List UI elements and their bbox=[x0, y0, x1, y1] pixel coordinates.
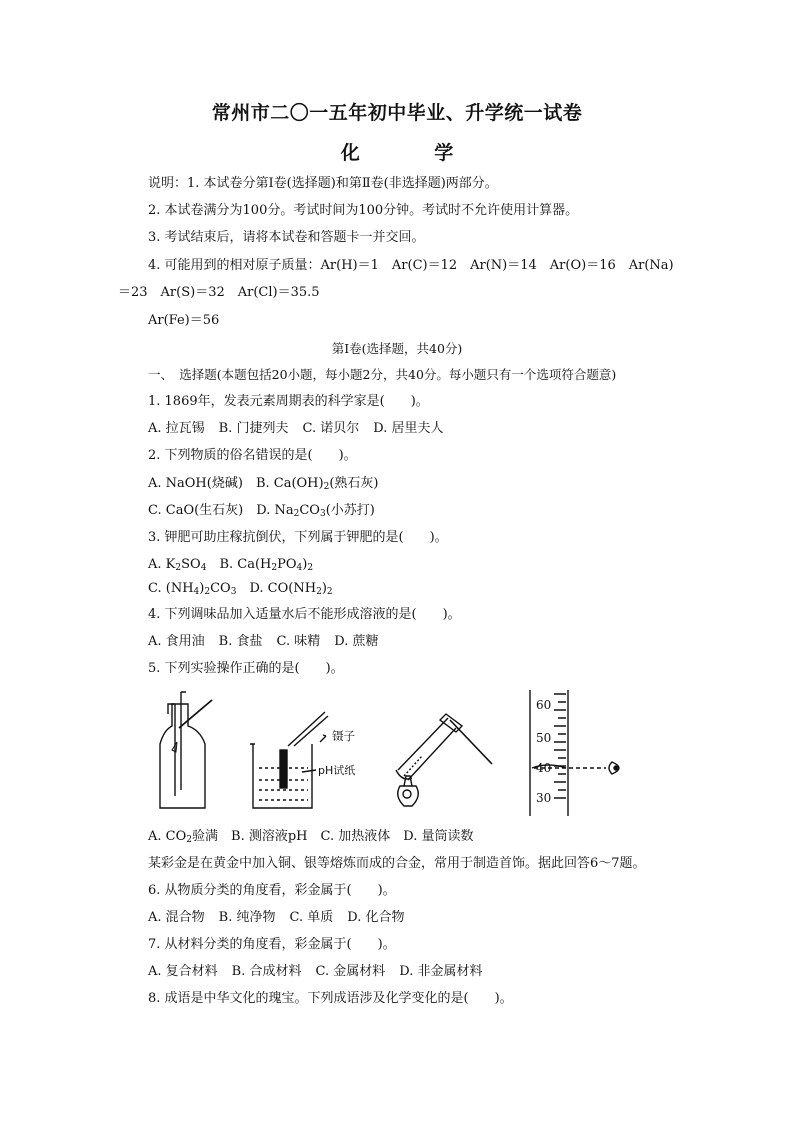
q1-option-b: B. 门捷列夫 bbox=[218, 421, 289, 436]
q3-option-c: C. $(NH_4)_2CO_3$ bbox=[148, 581, 237, 597]
note-2: 2. 本试卷满分为100分。考试时间为100分钟。考试时不允许使用计算器。 bbox=[148, 203, 579, 218]
heating-tube-figure bbox=[396, 714, 492, 806]
q1-option-d: D. 居里夫人 bbox=[373, 421, 444, 436]
cylinder-tick-50: 50 bbox=[536, 731, 552, 745]
q3-option-d: D. $CO(NH_2)_2$ bbox=[249, 581, 333, 597]
q7-options bbox=[148, 964, 496, 980]
note-4-line-3: Ar(Fe)＝56 bbox=[148, 313, 220, 328]
q1-option-c: C. 诺贝尔 bbox=[302, 421, 360, 436]
section-instruction: 一、 选择题(本题包括20小题，每小题2分，共40分。每小题只有一个选项符合题意) bbox=[148, 367, 617, 382]
note-4-line-1: 4. 可能用到的相对原子质量：Ar(H)＝1 Ar(C)＝12 Ar(N)＝14 Ar(O)＝16 Ar(Na) bbox=[148, 258, 674, 273]
ph-paper-label: pH试纸 bbox=[318, 764, 356, 777]
q5-option-d: D. 量筒读数 bbox=[403, 829, 474, 844]
q4-options bbox=[148, 634, 392, 650]
q6-option-d: D. 化合物 bbox=[347, 910, 405, 925]
cylinder-tick-40: 40 bbox=[536, 761, 552, 775]
q4-stem: 4. 下列调味品加入适量水后不能形成溶液的是( )。 bbox=[148, 607, 461, 622]
q5-figure bbox=[150, 690, 640, 820]
subject-title: 化 学 bbox=[340, 142, 488, 164]
q1-option-a: A. 拉瓦锡 bbox=[148, 421, 205, 436]
q7-option-b: B. 合成材料 bbox=[231, 964, 302, 979]
note-4-line-2: ＝23 Ar(S)＝32 Ar(Cl)＝35.5 bbox=[118, 285, 320, 300]
q3-stem: 3. 钾肥可助庄稼抗倒伏，下列属于钾肥的是( )。 bbox=[148, 530, 448, 545]
q5-option-c: C. 加热液体 bbox=[320, 829, 391, 844]
q5-option-b: B. 测溶液pH bbox=[231, 829, 308, 844]
gas-bottle-figure bbox=[160, 692, 212, 808]
q3-options-cd bbox=[148, 581, 333, 597]
q2-option-c: C. CaO(生石灰) bbox=[148, 503, 244, 518]
q2-stem: 2. 下列物质的俗名错误的是( )。 bbox=[148, 448, 357, 463]
q6-options bbox=[148, 910, 418, 926]
q7-stem: 7. 从材料分类的角度看，彩金属于( )。 bbox=[148, 937, 396, 952]
note-3: 3. 考试结束后，请将本试卷和答题卡一并交回。 bbox=[148, 230, 425, 245]
q1-options bbox=[148, 421, 457, 437]
tweezers-label: 镊子 bbox=[332, 729, 355, 743]
q1-stem: 1. 1869年，发表元素周期表的科学家是( )。 bbox=[148, 394, 429, 409]
note-1: 说明：1. 本试卷分第Ⅰ卷(选择题)和第Ⅱ卷(非选择题)两部分。 bbox=[148, 176, 498, 191]
q2-option-b: B. $Ca(OH)_2$(熟石灰) bbox=[255, 476, 379, 492]
q6-stem: 6. 从物质分类的角度看，彩金属于( )。 bbox=[148, 883, 396, 898]
beaker-ph-figure bbox=[250, 712, 328, 808]
q2-options-cd bbox=[148, 503, 375, 519]
cylinder-tick-30: 30 bbox=[536, 791, 552, 805]
q4-option-c: C. 味精 bbox=[276, 634, 321, 649]
q5-option-a: A. $CO_2$验满 bbox=[148, 829, 219, 845]
q6-option-c: C. 单质 bbox=[289, 910, 334, 925]
q7-option-d: D. 非金属材料 bbox=[399, 964, 483, 979]
q5-stem: 5. 下列实验操作正确的是( )。 bbox=[148, 661, 344, 676]
q4-option-d: D. 蔗糖 bbox=[334, 634, 379, 649]
q4-option-b: B. 食盐 bbox=[218, 634, 263, 649]
q3-option-b: B. $Ca(H_2PO_4)_2$ bbox=[219, 557, 314, 573]
q6-option-b: B. 纯净物 bbox=[218, 910, 276, 925]
q4-option-a: A. 食用油 bbox=[148, 634, 205, 649]
q2-option-d: D. $Na_2CO_3$(小苏打) bbox=[256, 503, 375, 519]
q2-options-ab bbox=[148, 476, 378, 492]
q3-option-a: A. $K_2SO_4$ bbox=[148, 557, 207, 573]
q2-option-a: A. NaOH(烧碱) bbox=[148, 476, 243, 491]
q5-options bbox=[148, 829, 474, 845]
cylinder-tick-60: 60 bbox=[536, 698, 552, 712]
q7-option-a: A. 复合材料 bbox=[148, 964, 218, 979]
passage-6-7: 某彩金是在黄金中加入铜、银等熔炼而成的合金，常用于制造首饰。据此回答6～7题。 bbox=[148, 856, 646, 871]
q6-option-a: A. 混合物 bbox=[148, 910, 205, 925]
q8-stem: 8. 成语是中华文化的瑰宝。下列成语涉及化学变化的是( )。 bbox=[148, 991, 513, 1006]
q7-option-c: C. 金属材料 bbox=[315, 964, 386, 979]
section-title: 第Ⅰ卷(选择题，共40分) bbox=[331, 341, 463, 356]
q3-options-ab bbox=[148, 557, 313, 573]
exam-title: 常州市二〇一五年初中毕业、升学统一试卷 bbox=[211, 102, 583, 124]
